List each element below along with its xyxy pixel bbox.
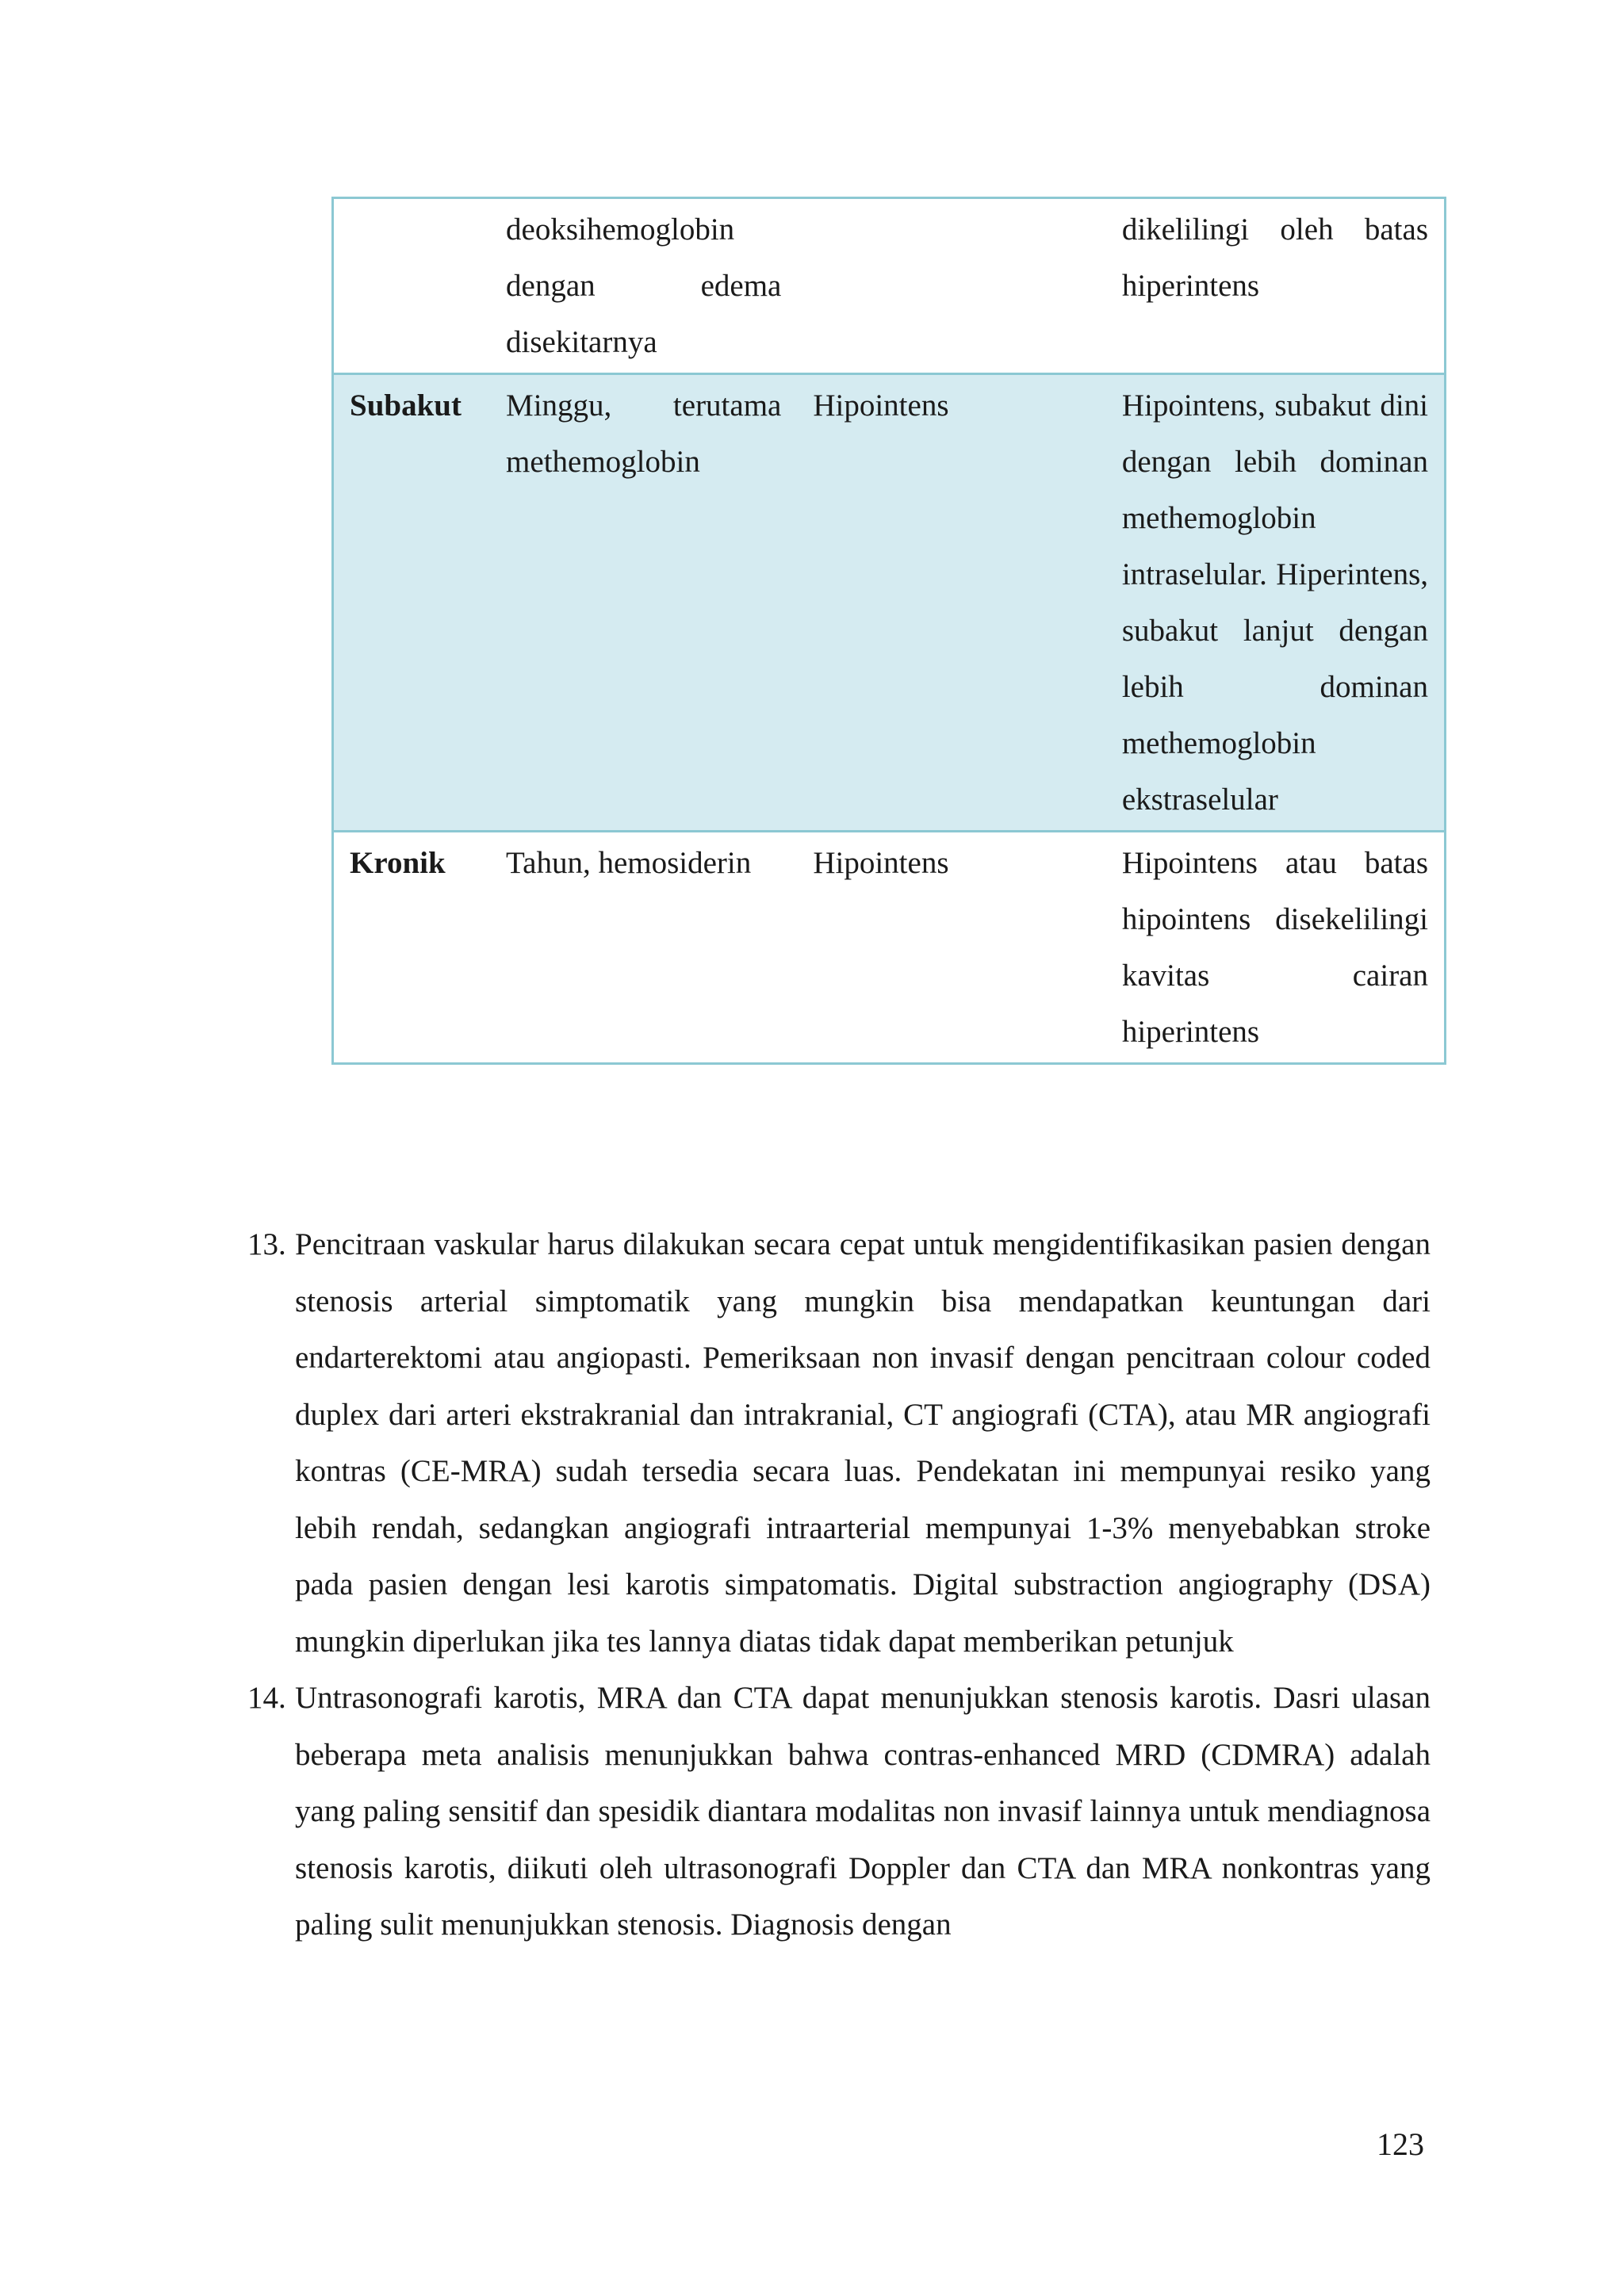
table-row-subakut xyxy=(333,374,1446,832)
time-product-text: Tahun, hemosiderin xyxy=(506,846,752,880)
phase-cell xyxy=(333,198,491,374)
signal2-text: Hipointens atau batas hipointens disekelilingi kavitas cairan hiperintens xyxy=(1121,846,1428,1049)
phase-cell xyxy=(333,374,491,832)
time-product-cell xyxy=(490,832,797,1064)
phase-label: Subakut xyxy=(350,388,462,423)
time-product-cell xyxy=(490,198,797,374)
numbered-list xyxy=(247,1216,1431,1954)
list-item-number: 13. xyxy=(247,1227,286,1261)
signal2-cell xyxy=(1106,374,1446,832)
table-row-kronik xyxy=(333,832,1446,1064)
phase-cell xyxy=(333,832,491,1064)
signal1-text: Hipointens xyxy=(813,388,949,423)
time-product-text: Minggu, terutama methemoglobin xyxy=(506,388,782,479)
time-product-cell xyxy=(490,374,797,832)
list-item xyxy=(247,1670,1431,1954)
signal2-cell xyxy=(1106,832,1446,1064)
time-product-text: deoksihemoglobin dengan edema disekitarnya xyxy=(506,212,782,359)
signal2-cell xyxy=(1106,198,1446,374)
phase-label: Kronik xyxy=(350,846,446,880)
table-row-continued xyxy=(333,198,1446,374)
list-item-text: Untrasonografi karotis, MRA dan CTA dapat menunjukkan stenosis karotis. Dasri ulasan beberapa meta analisis menunjukkan bahwa contras-enhanced MRD (CDMRA) adalah yang paling sensitif dan spesidik diantara modalitas non invasif lainnya untuk mendiagnosa stenosis karotis, diikuti oleh ultrasonografi Doppler dan CTA dan MRA nonkontras yang paling sulit menunjukkan stenosis. Diagnosis dengan xyxy=(295,1681,1431,1942)
signal1-text: Hipointens xyxy=(813,846,949,880)
signal2-text: Hipointens, subakut dini dengan lebih dominan methemoglobin intraselular. Hiperintens, subakut lanjut dengan lebih dominan methemoglobin ekstraselular xyxy=(1121,388,1428,817)
signal1-cell xyxy=(797,198,1105,374)
signal1-cell xyxy=(797,832,1105,1064)
page-number: 123 xyxy=(1377,2126,1424,2162)
list-item xyxy=(247,1216,1431,1670)
signal2-text: dikelilingi oleh batas hiperintens xyxy=(1121,212,1428,303)
list-item-number: 14. xyxy=(247,1681,286,1715)
signal1-cell xyxy=(797,374,1105,832)
list-item-text: Pencitraan vaskular harus dilakukan secara cepat untuk mengidentifikasikan pasien dengan stenosis arterial simptomatik yang mungkin bisa mendapatkan keuntungan dari endarterektomi atau angiopasti. Pemeriksaan non invasif dengan pencitraan colour coded duplex dari arteri ekstrakranial dan intrakranial, CT angiografi (CTA), atau MR angiografi kontras (CE-MRA) sudah tersedia secara luas. Pendekatan ini mempunyai resiko yang lebih rendah, sedangkan angiografi intraarterial mempunyai 1-3% menyebabkan stroke pada pasien dengan lesi karotis simpatomatis. Digital substraction angiography (DSA) mungkin diperlukan jika tes lannya diatas tidak dapat memberikan petunjuk xyxy=(295,1227,1431,1659)
hemorrhage-mri-table xyxy=(331,197,1446,1065)
